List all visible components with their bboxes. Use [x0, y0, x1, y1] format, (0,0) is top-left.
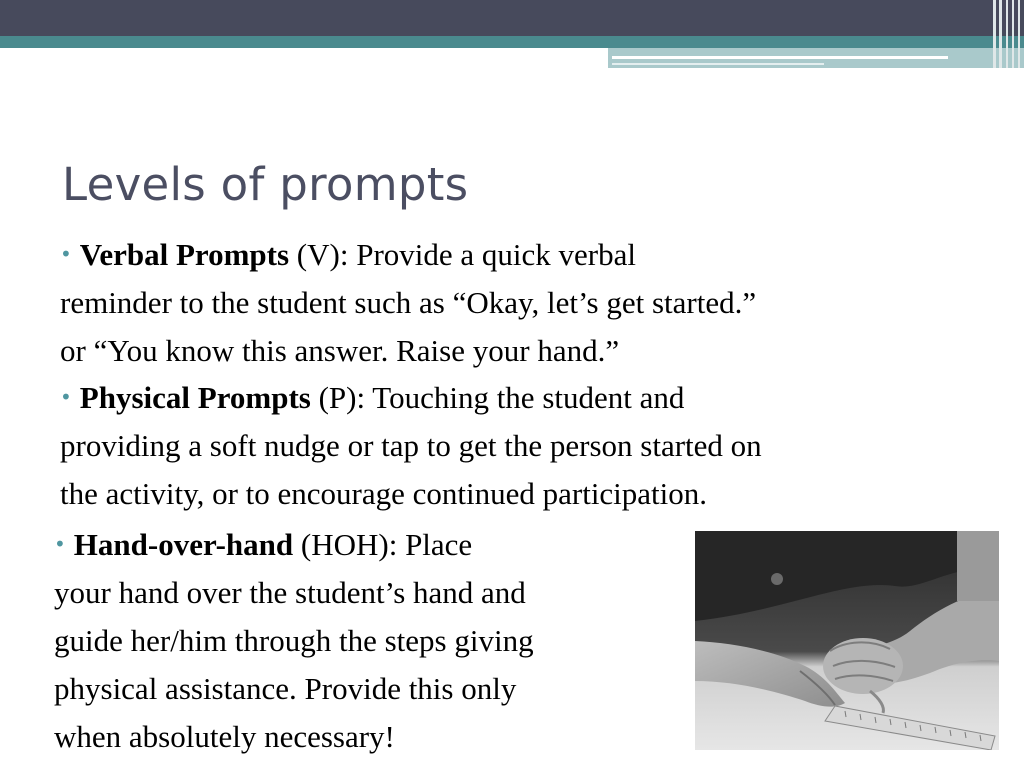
header-vertical-lines — [993, 0, 1024, 68]
bullet-term: Physical Prompts — [79, 380, 311, 415]
header-teal-bar — [0, 36, 1024, 48]
bullet-term: Verbal Prompts — [79, 237, 290, 272]
header-dark-bar — [0, 0, 1024, 36]
bullet-term: Hand-over-hand — [73, 527, 294, 562]
bullet-dot-icon: • — [60, 385, 72, 409]
header-accent-line — [612, 63, 824, 65]
hands-photo-icon — [695, 531, 999, 750]
header-accent-line — [612, 56, 948, 59]
bullet-dot-icon: • — [54, 532, 66, 556]
slide-title: Levels of prompts — [62, 158, 469, 211]
hand-over-hand-photo — [695, 531, 999, 750]
bullet-physical-prompts: • Physical Prompts (P): Touching the student and providing a soft nudge or tap to get the person started on the activity, or to encourage continued participation. — [60, 380, 762, 511]
bullet-hand-over-hand: • Hand-over-hand (HOH): Place your hand over the student’s hand and guide her/him through the steps giving physical assistance. Provide this only when absolutely necessary! — [54, 527, 534, 754]
bullet-verbal-prompts: • Verbal Prompts (V): Provide a quick verbal reminder to the student such as “Okay, let’s get started.” or “You know this answer. Raise your hand.” — [60, 237, 757, 368]
bullet-dot-icon: • — [60, 242, 72, 266]
